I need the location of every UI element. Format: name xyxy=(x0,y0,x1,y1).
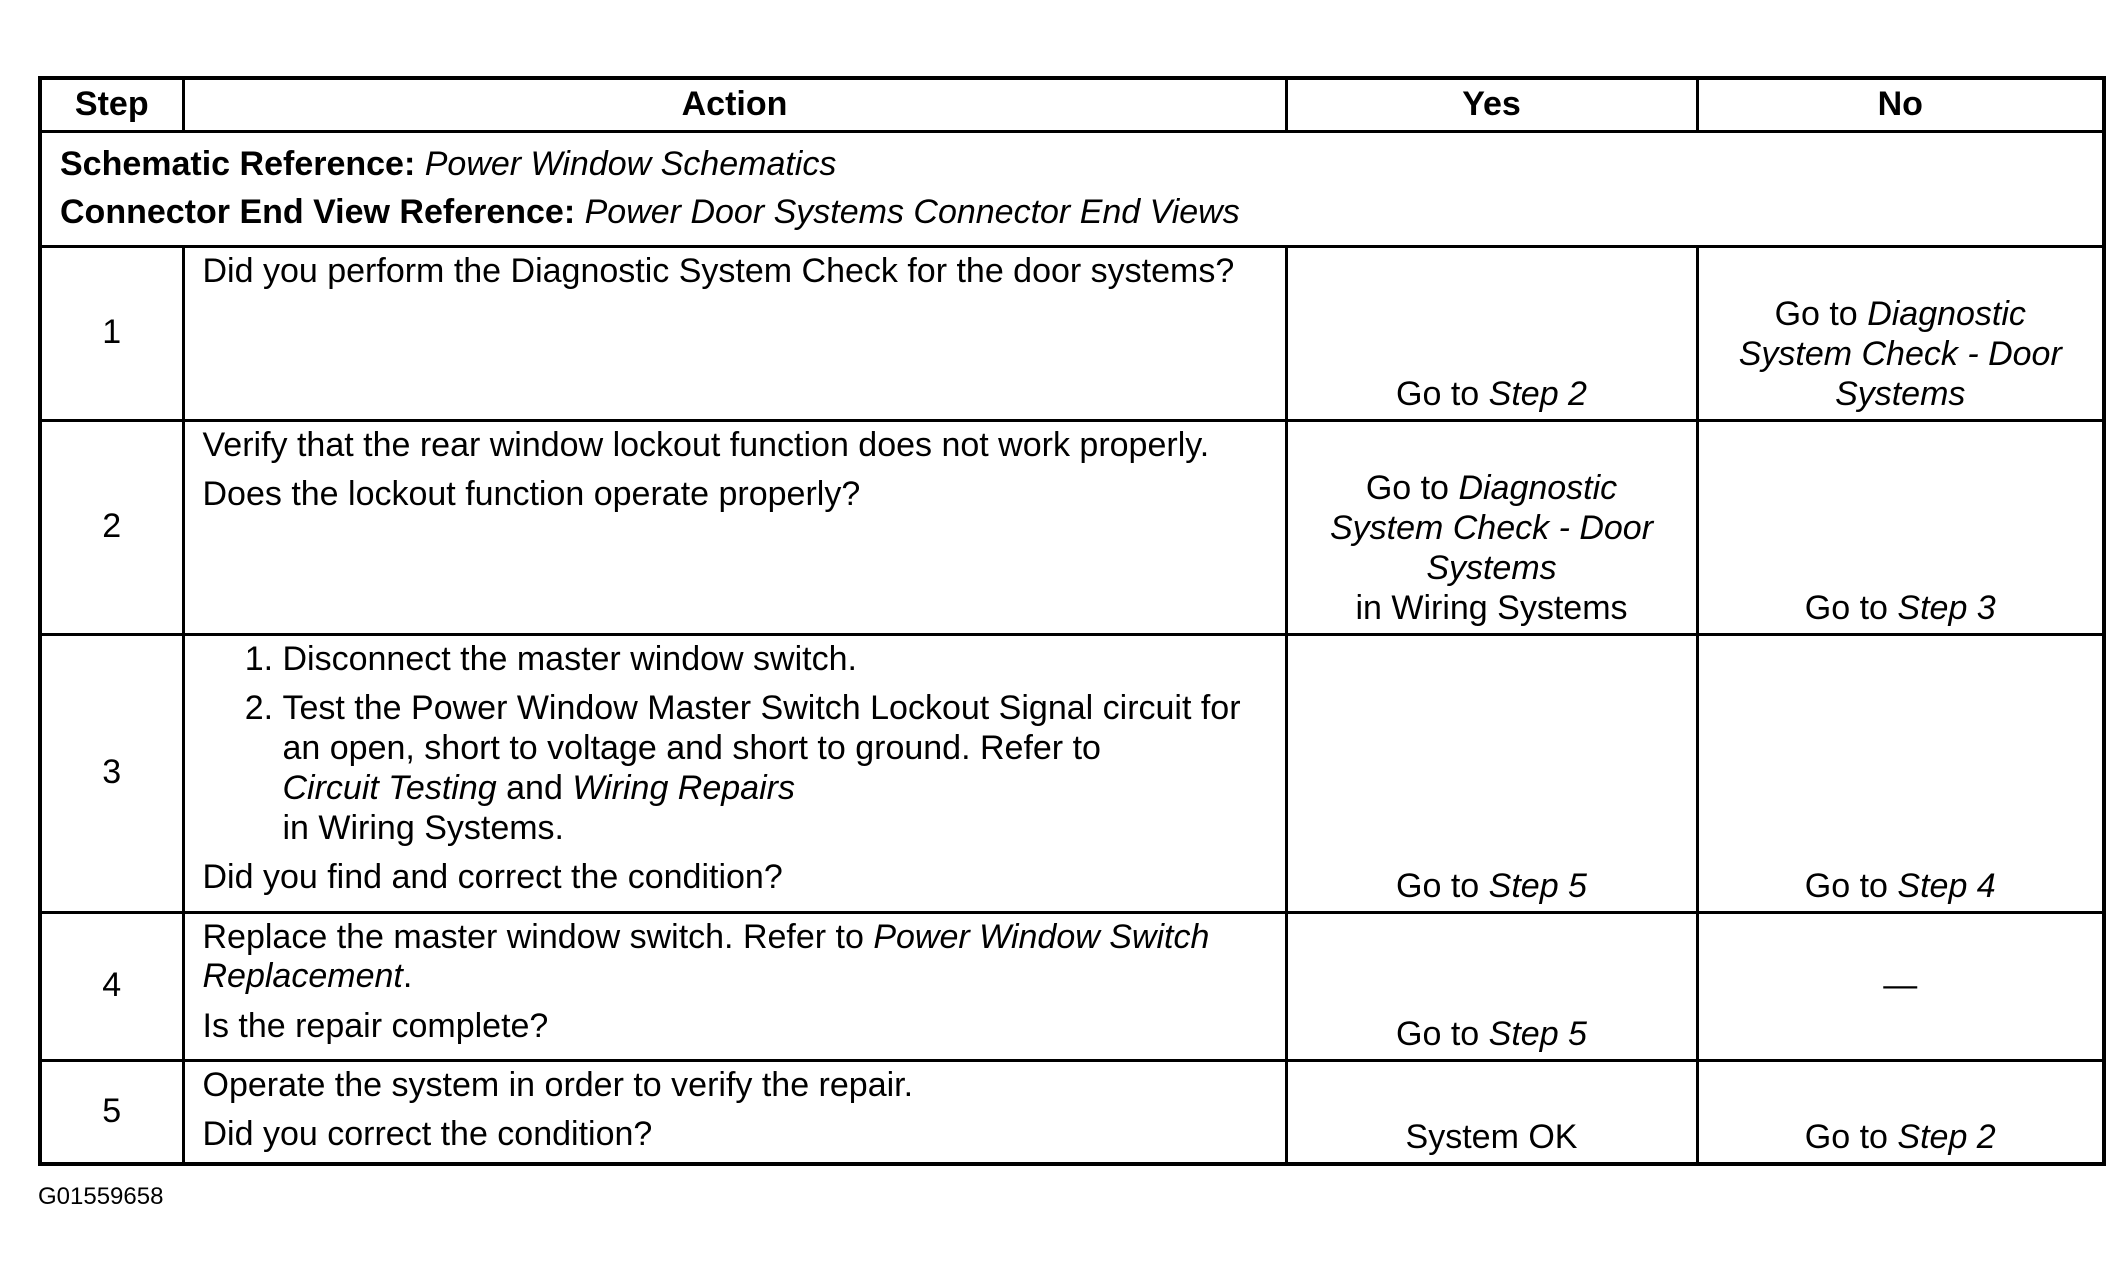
circuit-testing-link[interactable]: Circuit Testing xyxy=(282,768,497,807)
action-question: Did you find and correct the condition? xyxy=(202,858,783,897)
schematic-reference-label: Schematic Reference: xyxy=(60,145,416,183)
yes-cell xyxy=(1286,1060,1697,1164)
action-text: Replace the master window switch. Refer to Power Window Switch Replacement. xyxy=(202,917,1210,996)
reference-cell xyxy=(40,132,2104,247)
no-link[interactable]: Diagnostic System Check - Door Systems xyxy=(1738,295,2062,413)
no-link[interactable]: Step 3 xyxy=(1897,588,1996,627)
header-action: Action xyxy=(183,78,1286,132)
schematic-reference-link[interactable]: Power Window Schematics xyxy=(424,145,837,183)
diagnostic-table xyxy=(38,76,2106,1166)
step-number: 5 xyxy=(40,1060,183,1164)
action-question: Is the repair complete? xyxy=(202,1007,549,1046)
header-row xyxy=(40,78,2104,132)
header-step: Step xyxy=(40,78,183,132)
action-question: Did you correct the condition? xyxy=(202,1115,653,1154)
no-cell xyxy=(1697,246,2104,420)
yes-prefix: Go to xyxy=(1396,866,1480,905)
no-prefix: Go to xyxy=(1804,588,1888,627)
connector-reference-label: Connector End View Reference: xyxy=(60,192,576,231)
yes-cell xyxy=(1286,634,1697,912)
table-row xyxy=(40,246,2104,420)
no-dash: — xyxy=(1883,966,1918,1005)
no-prefix: Go to xyxy=(1804,866,1888,905)
action-text: Verify that the rear window lockout function does not work properly. xyxy=(202,425,1210,464)
connector-reference-link[interactable]: Power Door Systems Connector End Views xyxy=(584,192,1240,231)
action-text: Operate the system in order to verify the repair. xyxy=(202,1065,914,1104)
no-prefix: Go to xyxy=(1804,1118,1888,1157)
no-cell xyxy=(1697,420,2104,634)
figure-id: G01559658 xyxy=(38,1183,164,1210)
header-yes: Yes xyxy=(1286,78,1697,132)
yes-link[interactable]: Step 5 xyxy=(1488,866,1587,905)
no-prefix: Go to xyxy=(1774,295,1858,334)
yes-cell xyxy=(1286,246,1697,420)
table-row xyxy=(40,420,2104,634)
table-row xyxy=(40,912,2104,1060)
yes-link[interactable]: Diagnostic System Check - Door Systems xyxy=(1329,469,1654,587)
yes-text: System OK xyxy=(1405,1118,1578,1157)
yes-link[interactable]: Step 5 xyxy=(1488,1014,1587,1053)
no-link[interactable]: Step 4 xyxy=(1897,866,1996,905)
no-cell xyxy=(1697,634,2104,912)
yes-prefix: Go to xyxy=(1396,374,1480,413)
substep-list xyxy=(203,640,1267,849)
step-number: 2 xyxy=(40,420,183,634)
action-question: Does the lockout function operate properly? xyxy=(202,475,861,514)
schematic-reference xyxy=(60,145,2084,185)
table-row xyxy=(40,634,2104,912)
yes-link[interactable]: Step 2 xyxy=(1488,374,1587,413)
connector-reference xyxy=(60,193,2084,233)
step-number: 1 xyxy=(40,246,183,420)
substep-1: 1. Disconnect the master window switch. xyxy=(283,640,1267,680)
step-action xyxy=(183,420,1286,634)
yes-prefix: Go to xyxy=(1396,1014,1480,1053)
table-row xyxy=(40,1060,2104,1164)
switch-replacement-link[interactable]: Power Window Switch Replacement xyxy=(202,917,1210,996)
step-action xyxy=(183,1060,1286,1164)
reference-row xyxy=(40,132,2104,247)
no-cell xyxy=(1697,1060,2104,1164)
step-action xyxy=(183,634,1286,912)
action-text: Did you perform the Diagnostic System Check for the door systems? xyxy=(202,251,1235,290)
step-number: 3 xyxy=(40,634,183,912)
step-action xyxy=(183,912,1286,1060)
yes-suffix: in Wiring Systems xyxy=(1355,588,1628,627)
step-action xyxy=(183,246,1286,420)
yes-prefix: Go to xyxy=(1365,469,1449,508)
yes-cell xyxy=(1286,420,1697,634)
substep-2: 2. Test the Power Window Master Switch Lockout Signal circuit for an open, short to voltage and short to ground. Refer to Circuit Testing and Wiring Repairs in Wiring Systems. xyxy=(283,689,1267,848)
wiring-repairs-link[interactable]: Wiring Repairs xyxy=(572,768,795,807)
no-link[interactable]: Step 2 xyxy=(1897,1118,1996,1157)
step-number: 4 xyxy=(40,912,183,1060)
yes-cell xyxy=(1286,912,1697,1060)
no-cell xyxy=(1697,912,2104,1060)
header-no: No xyxy=(1697,78,2104,132)
